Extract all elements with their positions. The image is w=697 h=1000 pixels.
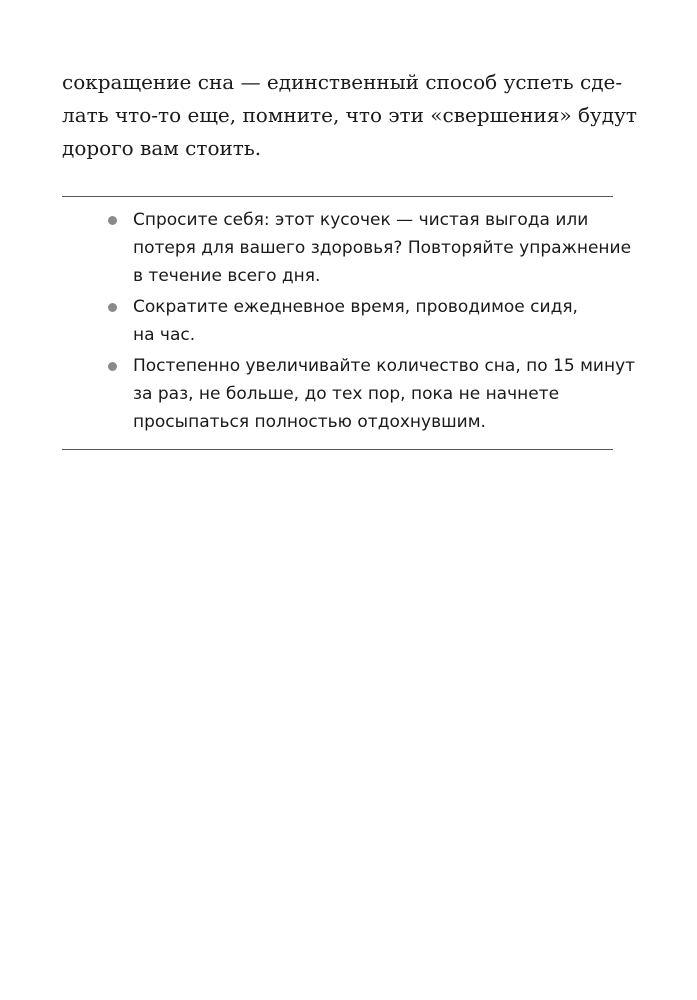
tip-line: потеря для вашего здоровья? Повторяйте упражнение (133, 238, 632, 258)
tip-line: Сократите ежедневное время, проводимое сидя, (133, 297, 578, 317)
body-line: лать что-то еще, помните, что эти «свершения» будут (62, 103, 637, 127)
tip-line: просыпаться полностью отдохнувшим. (133, 412, 486, 432)
tip-line: на час. (133, 325, 196, 345)
body-line: дорого вам стоить. (62, 136, 262, 160)
tip-line: за раз, не больше, до тех пор, пока не начнете (133, 384, 560, 404)
bottom-divider (62, 449, 613, 450)
tip-item (106, 352, 636, 436)
bullet-icon (108, 362, 117, 371)
bullet-icon (108, 216, 117, 225)
tip-item (106, 206, 632, 290)
top-divider (62, 196, 613, 197)
tip-item (106, 293, 626, 349)
tip-line: Постепенно увеличивайте количество сна, по 15 минут (133, 356, 636, 376)
body-paragraph (62, 66, 637, 165)
tips-list (106, 206, 636, 439)
tip-line: Спросите себя: этот кусочек — чистая выгода или (133, 210, 589, 230)
bullet-icon (108, 303, 117, 312)
tip-line: в течение всего дня. (133, 266, 321, 286)
body-line: сокращение сна — единственный способ успеть сде- (62, 70, 623, 94)
